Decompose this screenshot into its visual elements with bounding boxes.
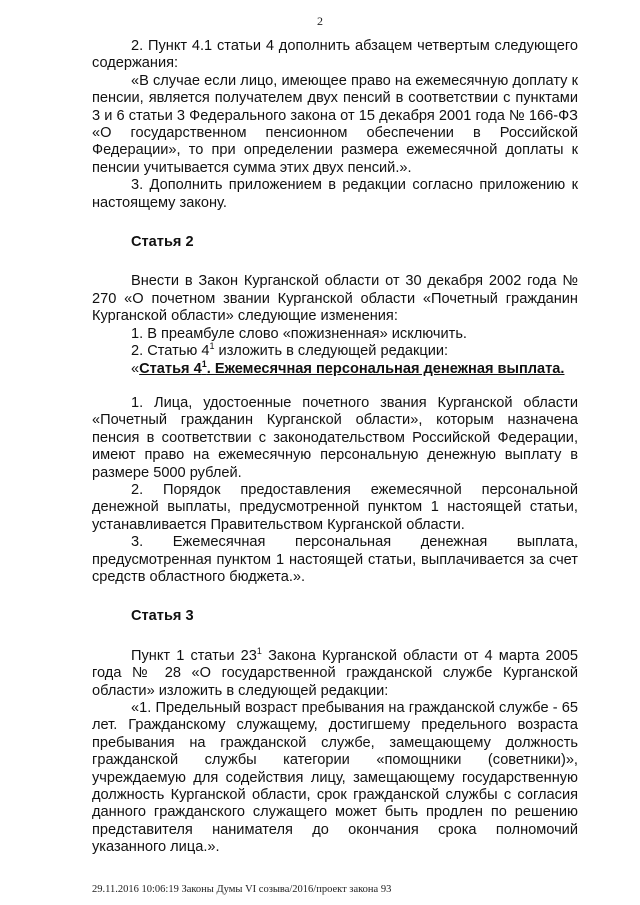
article2-new-title	[92, 358, 578, 378]
article2-change2-sup: 1	[209, 341, 215, 352]
article3-intro-post: Закона Курганской области от 4 марта 2005 года № 28 «О государственной гражданской службе Курганской области» изложить в следующей редакции:	[92, 647, 578, 699]
article3-intro-pre: Пункт 1 статьи 23	[131, 647, 257, 664]
article2-change2-pre: 2. Статью 4	[131, 343, 210, 360]
document-body	[92, 38, 578, 857]
item3-text: 3. Дополнить приложением в редакции согласно приложению к настоящему закону.	[92, 177, 578, 211]
article2-new-title-pre: Статья 4	[139, 360, 202, 377]
article2-p1: 1. Лица, удостоенные почетного звания Курганской области «Почетный гражданин Курганской области», которым назначена пенсия в соответствии с законодательством Российской Федерации, имеют право на ежемесячную персональную денежную выплату в размере 5000 рублей.	[92, 394, 578, 481]
footer-path: 29.11.2016 10:06:19 Законы Думы VI созыва/2016/проект закона 93	[92, 884, 392, 895]
article2-change2-post: изложить в следующей редакции:	[214, 343, 449, 360]
article2-new-title-sup: 1	[201, 358, 207, 369]
item2-lead: 2. Пункт 4.1 статьи 4 дополнить абзацем четвертым следующего содержания:	[92, 38, 578, 72]
article2-p3: 3. Ежемесячная персональная денежная выплата, предусмотренная пунктом 1 настоящей статьи, выплачивается за счет средств областного бюджета.».	[92, 534, 578, 585]
article2-new-title-open: «	[131, 360, 140, 377]
item2-quote: «В случае если лицо, имеющее право на ежемесячную доплату к пенсии, является получателем двух пенсий в соответствии с пунктами 3 и 6 статьи 3 Федерального закона от 15 декабря 2001 года № 166-ФЗ «О государственном пенсионном обеспечении в Российской Федерации», то при определении размера ежемесячной доплаты к пенсии учитывается сумма этих двух пенсий.».	[92, 72, 578, 176]
article3-intro-sup: 1	[256, 645, 262, 656]
article3-intro	[92, 645, 578, 700]
page-number: 2	[317, 14, 323, 28]
article2-p2: 2. Порядок предоставления ежемесячной персональной денежной выплаты, предусмотренной пунктом 1 настоящей статьи, устанавливается Правительством Курганской области.	[92, 481, 578, 533]
article3-quote: «1. Предельный возраст пребывания на гражданской службе - 65 лет. Гражданскому служащему, достигшему предельного возраста пребывания на гражданской службе, замещающему должность гражданской службы категории «помощники (советники)», учреждаемую для содействия лицу, замещающему государственную должность Курганской области, срок гражданской службы с согласия данного гражданского служащего может быть продлен по решению представителя нанимателя до окончания срока полномочий указанного лица.».	[92, 700, 578, 856]
article2-intro: Внести в Закон Курганской области от 30 декабря 2002 года № 270 «О почетном звании Курганской области «Почетный гражданин Курганской области» следующие изменения:	[92, 273, 578, 325]
article2-change2	[92, 343, 578, 360]
article2-change1: 1. В преамбуле слово «пожизненная» исключить.	[131, 325, 467, 342]
article2-heading: Статья 2	[131, 234, 194, 251]
article2-new-title-text	[139, 358, 565, 377]
article3-heading: Статья 3	[131, 608, 194, 625]
article2-new-title-post: . Ежемесячная персональная денежная выплата.	[206, 360, 565, 377]
